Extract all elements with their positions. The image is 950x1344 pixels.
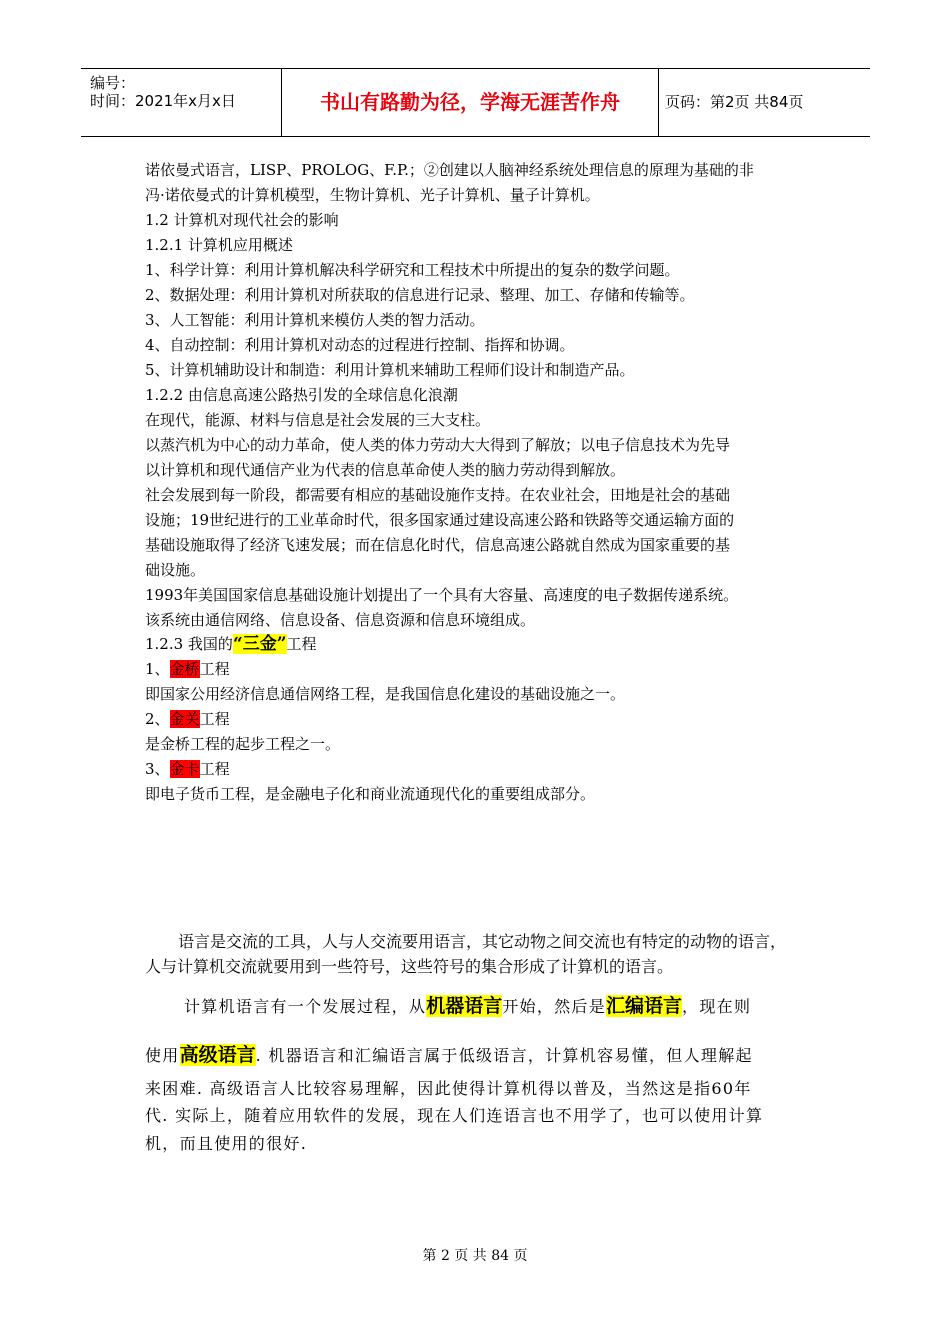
text-line: 冯·诺依曼式的计算机模型，生物计算机、光子计算机、量子计算机。 [145, 186, 600, 204]
subsection-heading [145, 634, 317, 654]
subsection-heading: 1.2.1 计算机应用概述 [145, 236, 293, 254]
highlight-jinqiao: 金桥 [169, 660, 200, 678]
header-page-info: 页码：第2页 共84页 [665, 93, 804, 111]
paragraph-line: 人与计算机交流就要用到一些符号，这些符号的集合形成了计算机的语言。 [145, 957, 674, 976]
list-item [145, 709, 230, 729]
section-heading: 1.2 计算机对现代社会的影响 [145, 211, 339, 229]
text-line: 础设施。 [145, 561, 206, 579]
text-span: 使用 [145, 1046, 180, 1065]
item-number: 3、 [145, 760, 170, 778]
highlight-three-golds: “三金” [232, 634, 287, 654]
highlight-machine-language: 机器语言 [426, 995, 503, 1017]
header-motto: 书山有路勤为径，学海无涯苦作舟 [282, 69, 659, 136]
paragraph-line: 来困难. 高级语言人比较容易理解，因此使得计算机得以普及，当然这是指60年 [145, 1079, 752, 1098]
highlight-high-level-language: 高级语言 [179, 1044, 256, 1066]
highlight-jinguan: 金关 [169, 710, 200, 728]
list-item: 4、自动控制：利用计算机对动态的过程进行控制、指挥和协调。 [145, 336, 575, 354]
list-item: 1、科学计算：利用计算机解决科学研究和工程技术中所提出的复杂的数学问题。 [145, 261, 680, 279]
heading-prefix: 1.2.3 我国的 [145, 635, 233, 653]
heading-suffix: 工程 [286, 635, 317, 653]
paragraph-line: 机，而且使用的很好. [145, 1134, 308, 1153]
highlight-assembly-language: 汇编语言 [606, 995, 683, 1017]
item-suffix: 工程 [199, 660, 230, 678]
paragraph-line [184, 993, 751, 1020]
list-item: 3、人工智能：利用计算机来模仿人类的智力活动。 [145, 311, 485, 329]
text-line: 诺依曼式语言，LISP、PROLOG、F.P.；②创建以人脑神经系统处理信息的原理为基础的非 [145, 161, 754, 179]
header-meta [81, 69, 282, 136]
text-line: 1993年美国国家信息基础设施计划提出了一个具有大容量、高速度的电子数据传递系统。 [145, 586, 739, 604]
text-line: 即电子货币工程，是金融电子化和商业流通现代化的重要组成部分。 [145, 785, 596, 803]
page-footer: 第 2 页 共 84 页 [422, 1248, 528, 1264]
subsection-heading: 1.2.2 由信息高速公路热引发的全球信息化浪潮 [145, 386, 458, 404]
text-span: 开始，然后是 [502, 997, 607, 1016]
number-label: 编号： [90, 74, 136, 92]
list-item [145, 659, 230, 679]
text-line: 该系统由通信网络、信息设备、信息资源和信息环境组成。 [145, 611, 536, 629]
text-line: 即国家公用经济信息通信网络工程，是我国信息化建设的基础设施之一。 [145, 685, 626, 703]
text-span: . 机器语言和汇编语言属于低级语言，计算机容易懂，但人理解起 [255, 1046, 753, 1065]
list-item [145, 759, 230, 779]
text-line: 基础设施取得了经济飞速发展；而在信息化时代，信息高速公路就自然成为国家重要的基 [145, 536, 731, 554]
text-line: 在现代，能源、材料与信息是社会发展的三大支柱。 [145, 411, 491, 429]
paragraph-line: 语言是交流的工具，人与人交流要用语言，其它动物之间交流也有特定的动物的语言， [178, 932, 787, 951]
item-suffix: 工程 [199, 760, 230, 778]
paragraph-line: 代. 实际上，随着应用软件的发展，现在人们连语言也不用学了，也可以使用计算 [145, 1106, 764, 1125]
text-line: 社会发展到每一阶段，都需要有相应的基础设施作支持。在农业社会，田地是社会的基础 [145, 486, 731, 504]
item-suffix: 工程 [199, 710, 230, 728]
item-number: 2、 [145, 710, 170, 728]
text-line: 以蒸汽机为中心的动力革命，使人类的体力劳动大大得到了解放；以电子信息技术为先导 [145, 436, 731, 454]
highlight-jinka: 金卡 [169, 760, 200, 778]
page-header [81, 68, 870, 137]
text-span: ，现在则 [682, 997, 752, 1016]
paragraph-line [145, 1042, 753, 1069]
text-line: 是金桥工程的起步工程之一。 [145, 735, 341, 753]
list-item: 2、数据处理：利用计算机对所获取的信息进行记录、整理、加工、存储和传输等。 [145, 286, 695, 304]
item-number: 1、 [145, 660, 170, 678]
text-line: 设施；19世纪进行的工业革命时代，很多国家通过建设高速公路和铁路等交通运输方面的 [145, 511, 735, 529]
list-item: 5、计算机辅助设计和制造：利用计算机来辅助工程师们设计和制造产品。 [145, 361, 635, 379]
text-line: 以计算机和现代通信产业为代表的信息革命使人类的脑力劳动得到解放。 [145, 461, 626, 479]
text-span: 计算机语言有一个发展过程，从 [184, 997, 427, 1016]
time-label: 时间：2021年x月x日 [90, 92, 236, 110]
